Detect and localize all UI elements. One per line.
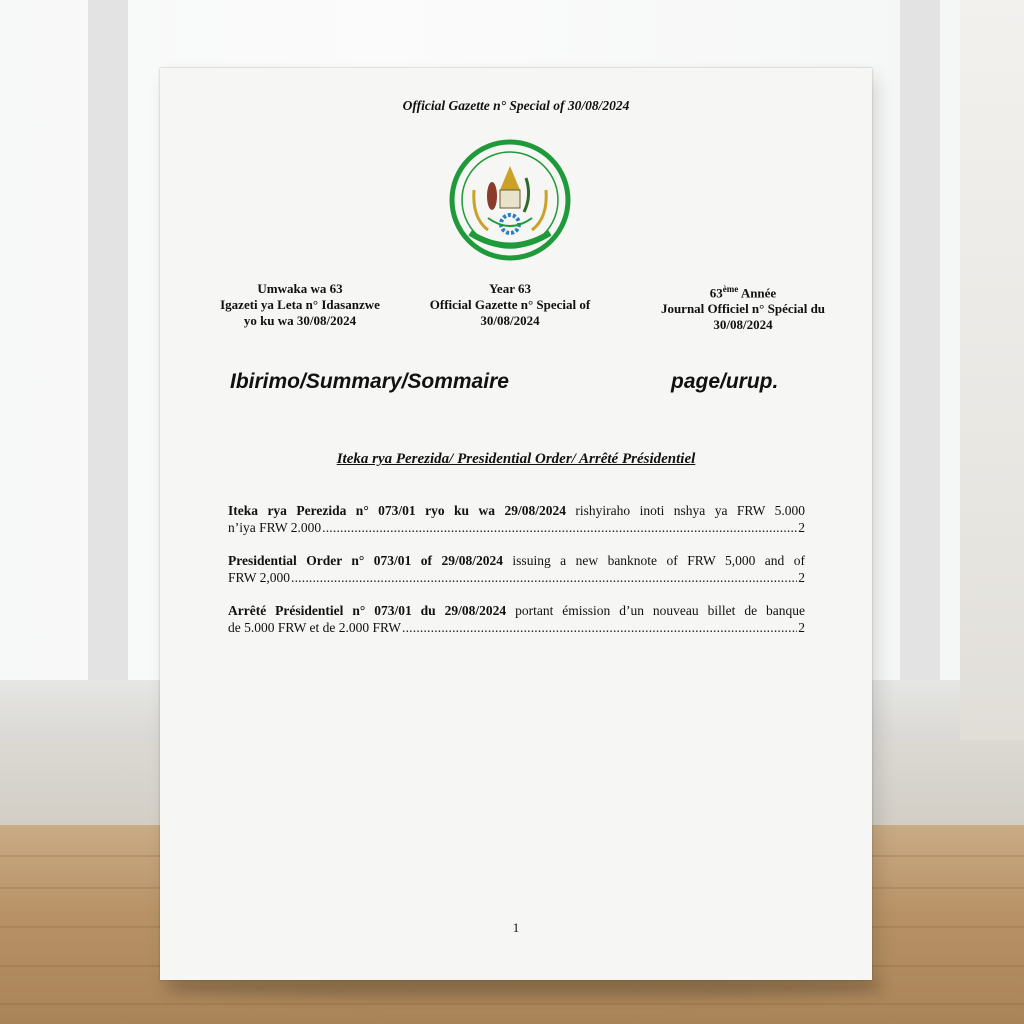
year-label: 63ème Année xyxy=(709,284,777,301)
toc-entry[interactable] xyxy=(228,603,805,636)
section-title: Iteka rya Perezida/ Presidential Order/ Arrêté Présidentiel xyxy=(336,451,696,467)
date-label: yo ku wa 30/08/2024 xyxy=(243,313,357,328)
toc-entry[interactable] xyxy=(228,503,805,536)
leader-dots xyxy=(291,570,797,587)
gazette-page xyxy=(160,68,872,980)
entry-text: issuing a new banknote of FRW 5,000 and of xyxy=(502,553,805,568)
gazette-label: Official Gazette n° Special of xyxy=(429,297,591,312)
rwanda-coat-of-arms-icon xyxy=(448,138,572,262)
page-number: 1 xyxy=(512,920,520,935)
entry-page-number: 2 xyxy=(798,619,805,635)
date-label: 30/08/2024 xyxy=(480,313,540,328)
header-column-english xyxy=(405,281,615,329)
entry-text: FRW 2,000 xyxy=(228,569,291,585)
header-column-kinyarwanda xyxy=(195,281,405,329)
toc-entry[interactable] xyxy=(228,553,805,586)
entry-title: Iteka rya Perezida n° 073/01 ryo ku wa 29/08/2024 xyxy=(228,503,566,518)
year-label: Year 63 xyxy=(488,281,531,296)
entry-title: Arrêté Présidentiel n° 073/01 du 29/08/2024 xyxy=(228,603,507,618)
date-label: 30/08/2024 xyxy=(713,317,773,333)
entry-text: rishyiraho inoti nshya ya FRW 5.000 xyxy=(565,503,805,518)
summary-title: Ibirimo/Summary/Sommaire xyxy=(230,370,509,393)
entry-page-number: 2 xyxy=(798,519,805,535)
gazette-label: Igazeti ya Leta n° Idasanzwe xyxy=(220,297,380,312)
leader-dots xyxy=(322,520,797,537)
header-column-french xyxy=(638,281,848,333)
gazette-label: Journal Officiel n° Spécial du xyxy=(660,301,826,317)
year-label: Umwaka wa 63 xyxy=(257,281,343,296)
entry-text: portant émission d’un nouveau billet de banque xyxy=(506,603,805,618)
entry-title: Presidential Order n° 073/01 of 29/08/2024 xyxy=(228,553,503,568)
window-frame xyxy=(900,0,940,720)
entry-page-number: 2 xyxy=(798,569,805,585)
page-column-label: page/urup. xyxy=(671,370,779,393)
running-header: Official Gazette n° Special of 30/08/2024 xyxy=(402,98,630,113)
leader-dots xyxy=(402,620,797,637)
window-frame xyxy=(88,0,128,720)
entry-text: n’iya FRW 2.000 xyxy=(228,519,322,535)
entry-text: de 5.000 FRW et de 2.000 FRW xyxy=(228,619,402,635)
